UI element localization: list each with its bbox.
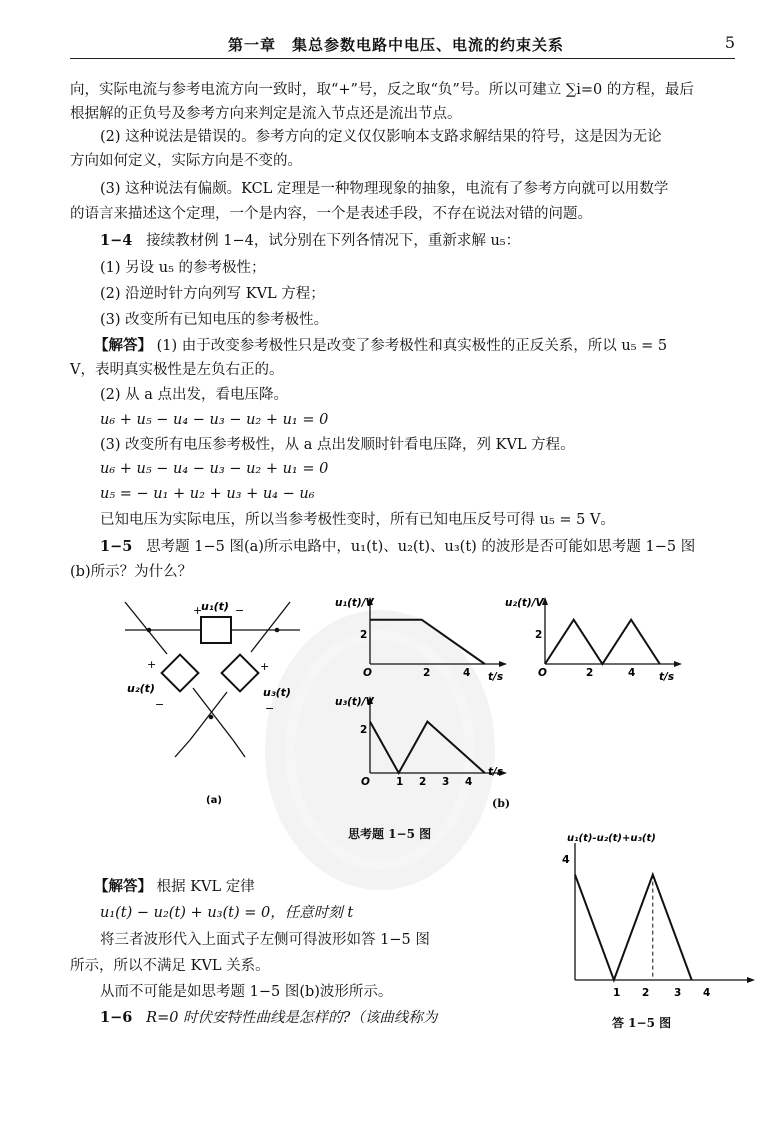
answer-line: [94, 877, 255, 897]
text-line: 根据解的正负号及参考方向来判定是流入节点还是流出节点。: [70, 106, 462, 122]
problem-text: R=0 时伏安特性曲线是怎样的?（该曲线称为: [146, 1010, 438, 1026]
x-axis-label: t/s: [659, 671, 675, 683]
text-line: (2) 沿逆时针方向列写 KVL 方程；: [100, 286, 325, 302]
sum-waveform: [575, 875, 692, 980]
circuit-diagram: [115, 590, 310, 815]
text-line: 向，实际电流与参考电流方向一致时，取“+”号，反之取“负”号。所以可建立 ∑i=0 的方程，最后: [70, 82, 694, 98]
answer-figure-caption: 答 1−5 图: [612, 1016, 672, 1030]
u1-label: u₁(t): [201, 600, 229, 613]
y-tick-label: 2: [535, 629, 543, 641]
text-line: (2) 这种说法是错误的。参考方向的定义仅仅影响本支路求解结果的符号，这是因为无论: [100, 129, 662, 145]
x-arrow-icon: [747, 977, 755, 983]
x-tick-label: 4: [465, 776, 473, 788]
x-axis-label: t/s: [488, 671, 504, 683]
figure-tag-b: (b): [492, 797, 511, 810]
answer-line: [94, 336, 667, 356]
plot-u1: [330, 594, 520, 689]
problem-line: [100, 231, 520, 251]
answer-tag: 【解答】: [94, 878, 152, 895]
u1-waveform: [370, 620, 485, 664]
minus-sign: −: [155, 698, 165, 711]
y-tick-label: 2: [360, 724, 368, 736]
x-tick-label: 2: [642, 987, 650, 999]
page-header: [70, 32, 735, 59]
equation: u₆ + u₅ − u₄ − u₃ − u₂ + u₁ = 0: [100, 461, 329, 477]
y-axis-label: u₃(t)/V: [335, 696, 374, 708]
answer-text: 根据 KVL 定律: [156, 879, 255, 895]
x-tick-label: 1: [396, 776, 404, 788]
y-tick-label: 4: [562, 853, 570, 866]
plus-sign: +: [147, 658, 157, 671]
answer-text: (1) 由于改变参考极性只是改变了参考极性和真实极性的正反关系，所以 u₅ = 5: [156, 338, 668, 354]
x-tick-label: 3: [442, 776, 450, 788]
text-line: 将三者波形代入上面式子左侧可得波形如答 1−5 图: [100, 932, 430, 948]
text-line: (3) 改变所有电压参考极性，从 a 点出发顺时针看电压降，列 KVL 方程。: [100, 437, 575, 453]
x-axis-label: t/s: [488, 766, 504, 778]
text-line: (3) 改变所有已知电压的参考极性。: [100, 312, 329, 328]
text-line: 所示，所以不满足 KVL 关系。: [70, 958, 270, 974]
x-tick-label: 1: [613, 987, 621, 999]
y-axis-label: u₁(t)/V: [335, 597, 374, 609]
x-arrow-icon: [674, 661, 682, 667]
figure-caption: 思考题 1−5 图: [348, 827, 432, 841]
text-line: 方向如何定义，实际方向是不变的。: [70, 153, 302, 169]
origin-label: O: [361, 776, 370, 788]
text-line: (1) 另设 u₅ 的参考极性；: [100, 260, 266, 276]
minus-sign: −: [235, 604, 245, 617]
answer-tag: 【解答】: [94, 337, 152, 354]
problem-number: 1−6: [100, 1009, 133, 1026]
y-tick-label: 2: [360, 629, 368, 641]
problem-line: [100, 537, 695, 557]
origin-label: O: [538, 667, 547, 679]
text-line: (b)所示？为什么？: [70, 564, 193, 580]
x-tick-label: 4: [463, 667, 471, 679]
x-tick-label: 4: [628, 667, 636, 679]
plus-sign: +: [260, 660, 270, 673]
x-tick-label: 2: [419, 776, 427, 788]
problem-line: [100, 1008, 437, 1028]
text-line: 从而不可能是如思考题 1−5 图(b)波形所示。: [100, 984, 393, 1000]
text-line: (2) 从 a 点出发，看电压降。: [100, 387, 289, 403]
text-line: 已知电压为实际电压，所以当参考极性变时，所有已知电压反号可得 u₅ = 5 V。: [100, 512, 615, 528]
text-line: V，表明真实极性是左负右正的。: [70, 362, 284, 378]
chapter-title: 第一章 集总参数电路中电压、电流的约束关系: [228, 36, 565, 54]
x-tick-label: 2: [423, 667, 431, 679]
problem-text: 思考题 1−5 图(a)所示电路中，u₁(t)、u₂(t)、u₃(t) 的波形是否可能如思考题 1−5 图: [146, 539, 696, 555]
x-tick-label: 4: [703, 987, 711, 999]
origin-label: O: [363, 667, 372, 679]
u3-label: u₃(t): [263, 686, 291, 699]
u2-waveform: [545, 620, 660, 664]
text-line: 的语言来描述这个定理，一个是内容，一个是表述手段，不存在说法对错的问题。: [70, 206, 592, 222]
u3-waveform: [370, 722, 485, 773]
equation: u₅ = − u₁ + u₂ + u₃ + u₄ − u₆: [100, 486, 315, 502]
problem-number: 1−4: [100, 232, 133, 249]
plus-sign: +: [193, 604, 203, 617]
page-number: 5: [724, 33, 735, 52]
x-tick-label: 3: [674, 987, 682, 999]
plot-u3: [330, 693, 520, 788]
u2-label: u₂(t): [127, 682, 155, 695]
problem-text: 接续教材例 1−4，试分别在下列各情况下，重新求解 u₅：: [146, 233, 521, 249]
answer-plot: [545, 825, 760, 1005]
equation: u₁(t) − u₂(t) + u₃(t) = 0，任意时刻 t: [100, 905, 354, 921]
problem-number: 1−5: [100, 538, 133, 555]
y-axis-label: u₂(t)/V: [505, 597, 544, 609]
figure-tag-a: (a): [206, 795, 222, 806]
minus-sign: −: [265, 702, 275, 715]
y-axis-label: u₁(t)-u₂(t)+u₃(t): [567, 833, 656, 844]
text-line: (3) 这种说法有偏颇。KCL 定理是一种物理现象的抽象，电流有了参考方向就可以用数学: [100, 181, 669, 197]
x-tick-label: 2: [586, 667, 594, 679]
equation: u₆ + u₅ − u₄ − u₃ − u₂ + u₁ = 0: [100, 412, 329, 428]
plot-u2: [505, 594, 695, 689]
